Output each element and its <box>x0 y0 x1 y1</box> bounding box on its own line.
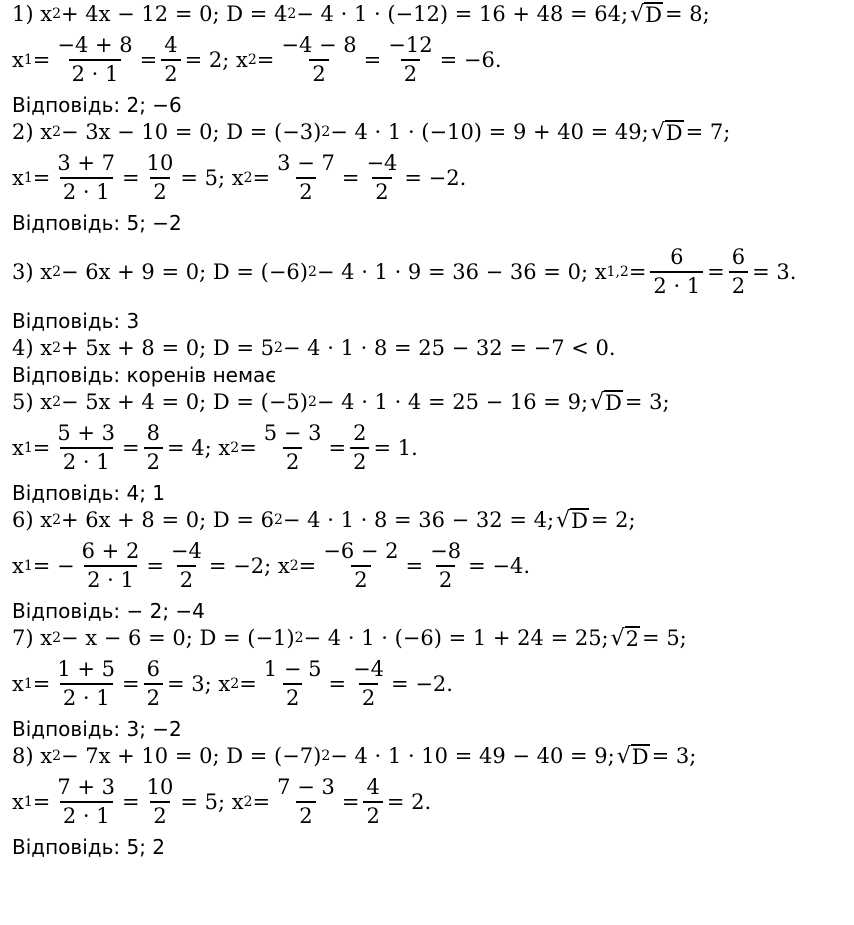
fraction <box>144 659 163 709</box>
sqrt-symbol: √ 2 <box>610 626 640 651</box>
fraction-numerator: 7 − 3 <box>277 775 335 799</box>
fraction-denominator: 2 <box>401 59 420 85</box>
fraction <box>650 247 703 297</box>
fraction-numerator: 1 + 5 <box>57 657 116 681</box>
fraction-numerator: 7 + 3 <box>57 775 116 799</box>
fraction-numerator: 4 <box>164 33 178 57</box>
fraction <box>729 247 748 297</box>
fraction <box>144 153 177 203</box>
fraction-numerator: −6 − 2 <box>323 539 399 563</box>
fraction-denominator: 2 · 1 <box>69 59 122 85</box>
sqrt-symbol: √ D <box>556 508 588 533</box>
fraction <box>261 423 325 473</box>
answer-line-7: Відповідь: 3; −2 <box>12 717 182 741</box>
answer-line-5: Відповідь: 4; 1 <box>12 481 166 505</box>
fraction <box>427 541 464 591</box>
equation-line-6: 6) x 2 + 6x + 8 = 0; D = 6 2 − 4 · 1 · 8 = 36 − 32 = 4; √ D = 2; <box>12 507 636 533</box>
fraction-denominator: 2 <box>144 683 163 709</box>
fraction-numerator: 2 <box>353 421 367 445</box>
fraction-numerator: 3 − 7 <box>277 151 335 175</box>
fraction <box>54 423 118 473</box>
roots-line-5: x 1 = $\frac{5 + 3}{2 \cdot 1}$ = $\frac{8}{2}$ = 4; x 2 = $\frac{5 - 3}{2}$ = $\frac{2}{2}$ = 1. <box>12 421 418 474</box>
roots-line-8: x 1 = $\frac{7 + 3}{2 \cdot 1}$ = $\frac{10}{2}$ = 5; x 2 = $\frac{7 - 3}{2}$ = $\frac{4}{2}$ = 2. <box>12 775 432 828</box>
fraction <box>350 423 369 473</box>
fraction-denominator: 2 <box>729 271 748 297</box>
fraction-denominator: 2 <box>363 801 382 827</box>
fraction-denominator: 2 <box>144 447 163 473</box>
fraction-denominator: 2 · 1 <box>60 177 113 203</box>
roots-line-1: x 1 = $\frac{-4 + 8}{2 \cdot 1}$ = $\frac{4}{2}$ = 2; x 2 = $\frac{-4 - 8}{2}$ = $\frac{-12}{2}$ = −6. <box>12 33 502 86</box>
fraction <box>320 541 401 591</box>
fraction-numerator: −4 <box>366 151 398 175</box>
fraction <box>363 777 382 827</box>
roots-line-2: x 1 = $\frac{3 + 7}{2 \cdot 1}$ = $\frac{10}{2}$ = 5; x 2 = $\frac{3 - 7}{2}$ = $\frac{-4}{2}$ = −2. <box>12 151 467 204</box>
answer-line-6: Відповідь: − 2; −4 <box>12 599 205 623</box>
fraction-numerator: −12 <box>388 33 433 57</box>
fraction-denominator: 2 <box>283 683 302 709</box>
fraction-numerator: 10 <box>146 151 174 175</box>
fraction <box>385 35 435 85</box>
fraction-denominator: 2 <box>296 801 315 827</box>
fraction <box>54 153 118 203</box>
fraction-denominator: 2 <box>351 565 370 591</box>
fraction-denominator: 2 <box>436 565 455 591</box>
roots-line-7: x 1 = $\frac{1 + 5}{2 \cdot 1}$ = $\frac{6}{2}$ = 3; x 2 = $\frac{1 - 5}{2}$ = $\frac{-4}{2}$ = −2. <box>12 657 453 710</box>
fraction <box>161 35 180 85</box>
fraction-numerator: 6 <box>731 245 746 269</box>
fraction-numerator: 5 + 3 <box>57 421 116 445</box>
fraction-denominator: 2 <box>309 59 328 85</box>
fraction <box>54 659 118 709</box>
answer-line-4: Відповідь: коренів немає <box>12 363 277 387</box>
fraction-numerator: 10 <box>146 775 174 799</box>
fraction <box>144 777 177 827</box>
fraction <box>350 659 387 709</box>
fraction <box>79 541 143 591</box>
roots-line-6: x 1 = − $\frac{6 + 2}{2 \cdot 1}$ = $\frac{-4}{2}$ = −2; x 2 = $\frac{-6 - 2}{2}$ = $\frac{-8}{2}$ = −4. <box>12 539 530 592</box>
fraction-numerator: −4 − 8 <box>281 33 357 57</box>
sqrt-symbol: √ D <box>650 120 683 145</box>
fraction-numerator: 1 − 5 <box>263 657 322 681</box>
fraction-denominator: 2 <box>296 177 315 203</box>
equation-line-4: 4) x 2 + 5x + 8 = 0; D = 5 2 − 4 · 1 · 8 = 25 − 32 = −7 < 0. <box>12 335 616 360</box>
sqrt-symbol: √ D <box>590 390 622 415</box>
fraction-denominator: 2 <box>283 447 302 473</box>
fraction-denominator: 2 <box>150 177 169 203</box>
fraction-denominator: 2 <box>372 177 391 203</box>
fraction <box>54 35 135 85</box>
equation-line-1: 1) x 2 + 4x − 12 = 0; D = 4 2 − 4 · 1 · (−12) = 16 + 48 = 64; √ D = 8; <box>12 1 710 27</box>
fraction-denominator: 2 <box>150 801 169 827</box>
fraction <box>274 777 338 827</box>
fraction <box>168 541 205 591</box>
fraction-numerator: −4 <box>170 539 202 563</box>
equation-line-7: 7) x 2 − x − 6 = 0; D = (−1) 2 − 4 · 1 · (−6) = 1 + 24 = 25; √ 2 = 5; <box>12 625 687 651</box>
fraction <box>274 153 338 203</box>
fraction-denominator: 2 · 1 <box>60 447 113 473</box>
answer-line-3: Відповідь: 3 <box>12 309 140 333</box>
equation-line-2: 2) x 2 − 3x − 10 = 0; D = (−3) 2 − 4 · 1 · (−10) = 9 + 40 = 49; √ D = 7; <box>12 119 731 145</box>
fraction-numerator: 8 <box>146 421 161 445</box>
fraction <box>261 659 325 709</box>
fraction-numerator: 6 <box>670 245 684 269</box>
sqrt-symbol: √ D <box>630 2 662 27</box>
answer-line-8: Відповідь: 5; 2 <box>12 835 166 859</box>
fraction-numerator: −4 + 8 <box>57 33 133 57</box>
fraction <box>278 35 359 85</box>
fraction-numerator: 4 <box>366 775 380 799</box>
fraction-numerator: −8 <box>430 539 462 563</box>
fraction-denominator: 2 <box>161 59 180 85</box>
answer-line-2: Відповідь: 5; −2 <box>12 211 182 235</box>
equation-line-3: 3) x 2 − 6x + 9 = 0; D = (−6) 2 − 4 · 1 · 9 = 36 − 36 = 0; x 1,2 = $\frac{6}{2 \cdot 1}$ = $\frac{6}{2}$ = 3. <box>12 245 797 298</box>
sqrt-symbol: √ D <box>616 744 649 769</box>
fraction <box>363 153 400 203</box>
answer-line-1: Відповідь: 2; −6 <box>12 93 182 117</box>
fraction-denominator: 2 · 1 <box>84 565 137 591</box>
fraction-numerator: 6 <box>146 657 161 681</box>
fraction-denominator: 2 <box>177 565 196 591</box>
fraction <box>144 423 163 473</box>
fraction-denominator: 2 · 1 <box>650 271 703 297</box>
fraction-numerator: 3 + 7 <box>57 151 116 175</box>
equation-line-5: 5) x 2 − 5x + 4 = 0; D = (−5) 2 − 4 · 1 · 4 = 25 − 16 = 9; √ D = 3; <box>12 389 670 415</box>
fraction-denominator: 2 · 1 <box>60 683 113 709</box>
fraction-denominator: 2 · 1 <box>60 801 113 827</box>
fraction-denominator: 2 <box>359 683 378 709</box>
equation-line-8: 8) x 2 − 7x + 10 = 0; D = (−7) 2 − 4 · 1 · 10 = 49 − 40 = 9; √ D = 3; <box>12 743 697 769</box>
fraction-numerator: 6 + 2 <box>81 539 140 563</box>
fraction-numerator: −4 <box>353 657 385 681</box>
fraction-denominator: 2 <box>350 447 369 473</box>
fraction-numerator: 5 − 3 <box>263 421 322 445</box>
fraction <box>54 777 118 827</box>
